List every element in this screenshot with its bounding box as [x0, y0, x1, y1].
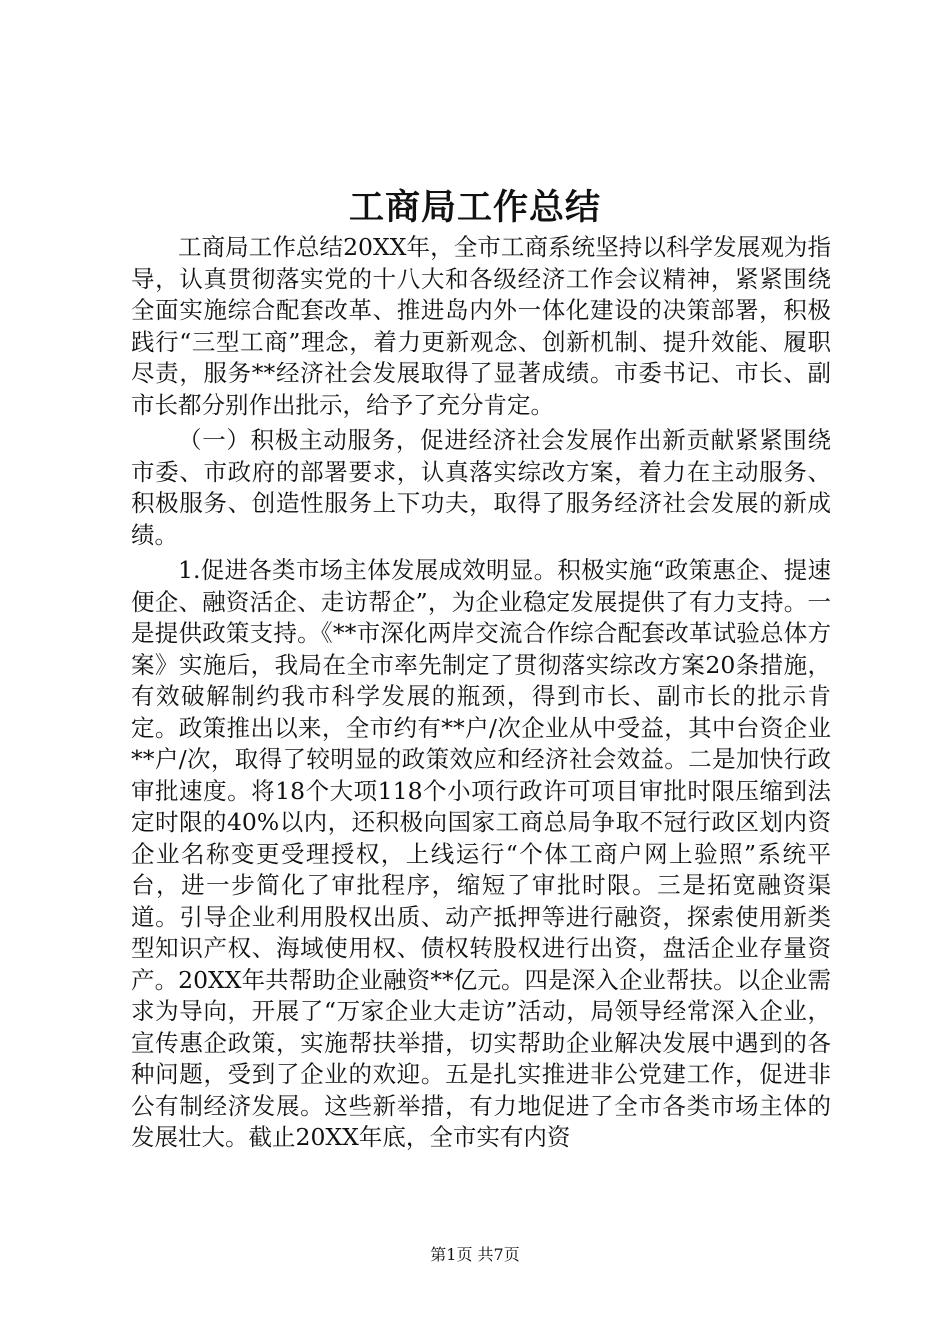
paragraph-item-1: 1.促进各类市场主体发展成效明显。积极实施“政策惠企、提速便企、融资活企、走访帮企”，为企业稳定发展提供了有力支持。一是提供政策支持。《**市深化两岸交流合作综合配套改革试验总体方案》实施后，我局在全市率先制定了贯彻落实综改方案20条措施，有效破解制约我市科学发展的瓶颈，得到市长、副市长的批示肯定。政策推出以来，全市约有**户/次企业从中受益，其中台资企业**户/次，取得了较明显的政策效应和经济社会效益。二是加快行政审批速度。将18个大项118个小项行政许可项目审批时限压缩到法定时限的40%以内，还积极向国家工商总局争取不冠行政区划内资企业名称变更受理授权，上线运行“个体工商户网上验照”系统平台，进一步简化了审批程序，缩短了审批时限。三是拓宽融资渠道。引导企业利用股权出质、动产抵押等进行融资，探索使用新类型知识产权、海域使用权、债权转股权进行出资，盘活企业存量资产。20XX年共帮助企业融资**亿元。四是深入企业帮扶。以企业需求为导向，开展了“万家企业大走访”活动，局领导经常深入企业，宣传惠企政策，实施帮扶举措，切实帮助企业解决发展中遇到的各种问题，受到了企业的欢迎。五是扎实推进非公党建工作，促进非公有制经济发展。这些新举措，有力地促进了全市各类市场主体的发展壮大。截止20XX年底，全市实有内资: [131, 556, 831, 1151]
document-body: [131, 232, 831, 1158]
page-footer: 第1页 共7页: [430, 1245, 520, 1264]
paragraph-intro: 工商局工作总结20XX年，全市工商系统坚持以科学发展观为指导，认真贯彻落实党的十八大和各级经济工作会议精神，紧紧围绕全面实施综合配套改革、推进岛内外一体化建设的决策部署，积极践行“三型工商”理念，着力更新观念、创新机制、提升效能、履职尽责，服务**经济社会发展取得了显著成绩。市委书记、市长、副市长都分别作出批示，给予了充分肯定。: [131, 233, 831, 419]
paragraph-section-1: （一）积极主动服务，促进经济社会发展作出新贡献紧紧围绕市委、市政府的部署要求，认真落实综改方案，着力在主动服务、积极服务、创造性服务上下功夫，取得了服务经济社会发展的新成绩。: [131, 426, 831, 549]
document-title: 工商局工作总结: [348, 187, 601, 228]
